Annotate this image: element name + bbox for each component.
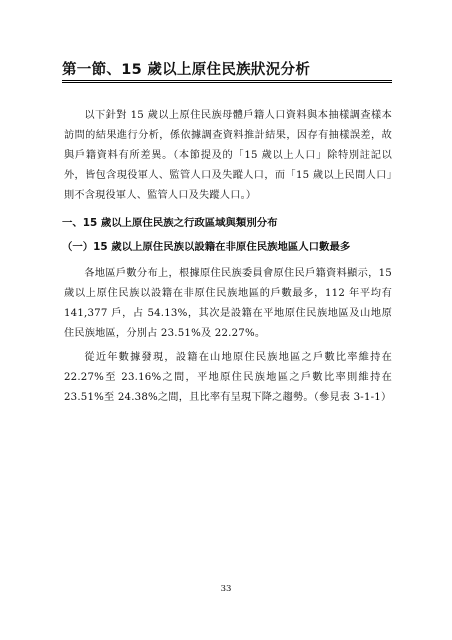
sub-subsection-heading: （一）15 歲以上原住民族以設籍在非原住民族地區人口數最多 (62, 241, 351, 253)
title-underline-top (62, 80, 392, 81)
section-title: 第一節、15 歲以上原住民族狀況分析 (62, 62, 311, 78)
intro-paragraph: 以下針對 15 歲以上原住民族母體戶籍人口資料與本抽樣調查樣本訪問的結果進行分析，係依據調查資料推計結果，因存有抽樣誤差，故與戶籍資料有所差異。（本節提及的「15 歲以上人口」除特別註記以外，皆包含現役軍人、監管人口及失蹤人口，而「15 歲以上民間人口」則不含現役軍人、監管人口及失蹤人口。） (64, 110, 392, 202)
page-number: 33 (220, 584, 232, 594)
distribution-paragraph: 各地區戶數分布上，根據原住民族委員會原住民戶籍資料顯示，15 歲以上原住民族以設籍在非原住民族地區的戶數最多，112 年平均有 141,377 戶，占 54.13%，其次是設籍在平地原住民族地區及山地原住民族地區，分別占 23.51%及 22.27%。 (64, 268, 392, 340)
subsection-heading: 一、15 歲以上原住民族之行政區域與類別分布 (62, 217, 278, 229)
title-underline-bottom (62, 82, 392, 83)
trend-paragraph: 從近年數據發現，設籍在山地原住民族地區之戶數比率維持在 22.27%至 23.16%之間，平地原住民族地區之戶數比率則維持在 23.51%至 24.38%之間，且比率有呈現下降之趨勢。（參見表 3-1-1） (64, 352, 392, 404)
